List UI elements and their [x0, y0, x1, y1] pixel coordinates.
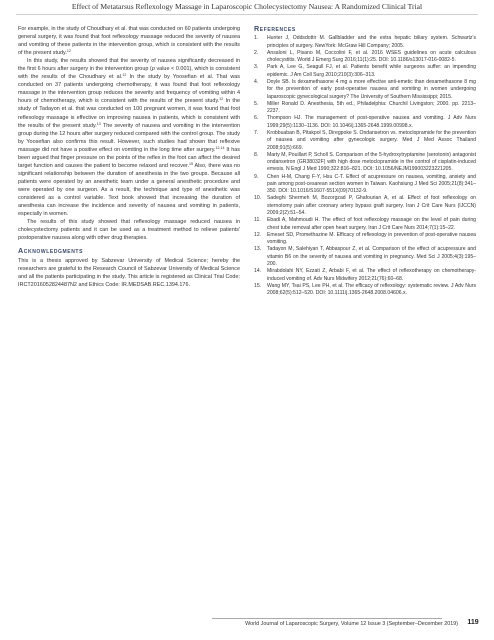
- reference-item: [254, 130, 476, 152]
- paragraph-text: The severity of nausea and vomiting in the intervention group during the 12 hours after surgery reduced compared with the control group. The study by Yoosefian also confirms this result. However, such studies had shown that reflexive massage did not have a positive effect on vomiting in the long time after surgery.: [18, 122, 240, 153]
- reference-item: [254, 195, 476, 217]
- reference-number: 4.: [254, 78, 259, 85]
- reference-item: [254, 79, 476, 101]
- references-list: [254, 35, 476, 297]
- reference-item: [254, 232, 476, 247]
- reference-item: [254, 35, 476, 50]
- paragraph-text: It has been argued that finger pressure on the points of the reflex in the foot can affect the desired target function and causes the patient to become relaxed and recover.: [18, 146, 240, 169]
- reference-item: [254, 217, 476, 232]
- citation-ref: 12: [122, 73, 127, 78]
- reference-number: 1.: [254, 35, 259, 42]
- footer-divider: [212, 618, 442, 619]
- reference-item: [254, 152, 476, 174]
- citation-ref: 12: [66, 49, 71, 54]
- reference-number: 10.: [254, 195, 262, 202]
- running-header: Effect of Metatarsus Reflexology Massage in Laparoscopic Cholecystectomy Nausea: A Randomized Clinical Trial: [71, 2, 423, 11]
- paragraph-text: Also, there was no significant relationship between the duration of anesthesia in the two groups. Because all patients were operated by an anesthetic team under a general anesthetic procedure and were operated by one surgeon. As a result, the technique and type of anesthetic was considered as a control variable. Text book showed that increasing the duration of anesthesia can increase the incidence and severity of nausea and vomiting in patients, especially in women.: [18, 162, 240, 218]
- reference-number: 13.: [254, 246, 262, 253]
- reference-number: 9.: [254, 173, 259, 180]
- reference-text: Thompson HJ. The management of post-operative nausea and vomiting. J Adv Nurs 1999;29(5):1130–1136. DOI: 10.1046/j.1365-2648.1999.00998.x.: [267, 115, 476, 129]
- page-number: 119: [467, 619, 479, 626]
- reference-text: Chen H-M, Chang F-Y, Hsu C-T. Effect of acupressure on nausea, vomiting, anxiety and pain among post-cesarean section women in Taiwan. Kaohsiung J Med Sci 2005;21(8):341–350. DOI: 10.1016/S1607-551X(09)70132-9.: [267, 173, 476, 195]
- reference-text: Hunter J, Oddsdottir M. Gallbladder and the extra hepatic biliary system. Schwartz's principles of surgery. NewYork: McGraw Hill Company; 2005.: [267, 35, 476, 49]
- paragraph-1-text: For example, in the study of Choudhary et al. that was conducted on 60 patients undergoing general surgery, it was found that foot reflexology massage reduced the severity of nausea and vomiting of these patients in the intervention group, which is consistent with the results of the present study.: [18, 26, 240, 57]
- paragraph-text: In this study, the results showed that the severity of nausea significantly decreased in the first 6 hours after surgery in the intervention group (: [18, 58, 240, 73]
- header-divider: [16, 14, 478, 15]
- citation-ref: 12: [219, 97, 224, 102]
- reference-text: Sadeghi Shermeh M, Bozorgzad P, Ghafourian A, et al. Effect of foot reflexology on sternotomy pain after coronary artery bypass graft surgery. Iran J Crit Care Nurs (IJCCN) 2009;2(2):51–54.: [267, 195, 476, 217]
- paragraph-text: value < 0.001), which is consistent with the results of the Choudhary et al.: [18, 66, 240, 81]
- citation-ref: 13: [96, 121, 101, 126]
- journal-footer: World Journal of Laparoscopic Surgery, Volume 12 Issue 3 (September–December 2019): [245, 621, 458, 627]
- reference-text: Mirabdolahi NY, Ezzati Z, Arbabi F, et al. The effect of reflexotherapy on chemotherapy-induced vomiting of. Adv Nurs Midwifery 2012;21(76):60–68.: [267, 268, 476, 282]
- reference-item: [254, 115, 476, 130]
- reference-text: Wang MY, Tsai PS, Lee PH, et al. The efficacy of reflexology: systematic review. J Adv Nurs 2008;62(5):512–520. DOI: 10.1111/j.1365-2648.2008.04606.x.: [267, 282, 476, 297]
- acknowledgments-text: This is a thesis approved by Sabzevar University of Medical Science; hereby the researchers are grateful to the Research Council of Sabzevar University of Medical Science and all the patients participating in the study. This article is registered as Clinical Trial Code: IRCT2016052824487N2 and Ethics Code: IR.MEDSAB.REC.1394.176.: [18, 258, 240, 289]
- acknowledgments-heading: Acknowledgments: [18, 246, 84, 256]
- references-heading: References: [254, 24, 296, 33]
- body-paragraph-3: The results of this study showed that reflexology massage reduced nausea in cholecystectomy patients and it can be used as a treatment method to relieve patients' postoperative nausea along with other drug therapies.: [18, 219, 240, 242]
- paragraph-text: In the study of Tadayon et al. that was conducted on 100 pregnant women, it was found that foot reflexology massage is effective on improving nausea in patients, which is consistent with the results of the present study.: [18, 98, 240, 129]
- reference-number: 15.: [254, 282, 262, 289]
- reference-item: [254, 268, 476, 283]
- reference-item: [254, 283, 476, 298]
- citation-ref: 15: [189, 161, 193, 166]
- reference-text: Ebadi A, Mahmoudi H. The effect of foot reflexology massage on the level of pain during chest tube removal after open heart surgery. Iran J Crit Care Nurs 2014;7(1):15–22.: [267, 217, 476, 231]
- reference-number: 5.: [254, 100, 259, 107]
- italic-text: p: [151, 66, 155, 73]
- body-column: [18, 25, 240, 290]
- reference-number: 6.: [254, 115, 259, 122]
- reference-item: [254, 64, 476, 79]
- reference-text: Marty M, Pouillart P, Scholl S. Comparison of the 5-hydroxytryptamine (serotonin) antagonist ondansetron (GR38032F) with high dose metoclopramide in the control of cisplatin-induced emesis. N Engl J Med 1990;322:816–821. DOI: 10.1056/NEJM199003223221205.: [267, 151, 476, 173]
- references-column: [254, 25, 476, 297]
- reference-text: Tadayon M, Salehiyan T, Abbaspour Z, et al. Comparison of the effect of acupressure and vitamin B6 on the severity of nausea and vomiting in pregnancy. Med Sci J 2005;4(3):195–200.: [267, 246, 476, 267]
- reference-number: 3.: [254, 64, 259, 71]
- reference-number: 2.: [254, 49, 259, 56]
- body-paragraph-1: [18, 25, 240, 57]
- reference-text: Doyle SB. Is dexamethasone 4 mg a more effective anti-emetic than dexamethasone 8 mg for the prevention of early post-operative nausea and vomiting in women undergoing laparoscopic gynecological surgery? The University of Southern Mississippi; 2015.: [267, 78, 476, 100]
- paragraph-text: In the study by Yoosefian et al. That was conducted on 37 patients undergoing chemotherapy, it was found that foot reflexology massage in the intervention group reduces the severity and frequency of vomiting within 4 hours of chemotherapy, which is consistent with the results of the present study.: [18, 74, 240, 105]
- reference-number: 8.: [254, 151, 259, 158]
- reference-item: [254, 101, 476, 116]
- body-paragraph-2: [18, 57, 240, 218]
- reference-item: [254, 246, 476, 268]
- reference-text: Emeset SD, Promethazine M. Efficacy of reflexology in prevention of post-operative nausea vomiting.: [267, 231, 476, 246]
- reference-text: Krobbuaban B, Pitakpol S, Diregpoke S. Ondansetron vs. metoclopramide for the prevention of nausea and vomiting after gynecologic surgery. Med J Med Assoc Thailand 2008;91(5):669.: [267, 129, 476, 151]
- reference-item: [254, 174, 476, 196]
- reference-text: Ansaloni L, Pisano M, Coccolini F, et al. 2016 WSES guidelines on acute calculous cholecystitis. World J Emerg Surg 2016;11(1):25. DOI: 10.1186/s13017-016-0082-5.: [267, 49, 476, 64]
- citation-ref: 12,14: [215, 145, 225, 150]
- reference-number: 14.: [254, 268, 262, 275]
- reference-number: 11.: [254, 217, 261, 224]
- reference-number: 12.: [254, 231, 262, 238]
- reference-text: Park A, Lee G, Seagull FJ, et al. Patients benefit while surgeons suffer: an impending epidemic. J Am Coll Surg 2010;210(3):306–313.: [267, 64, 476, 78]
- reference-text: Miller Ronald D. Anesthesia, 5th ed., Philadelphia: Churchil Livingston; 2000. pp. 2213–2237.: [267, 100, 476, 115]
- reference-number: 7.: [254, 129, 259, 136]
- reference-item: [254, 50, 476, 65]
